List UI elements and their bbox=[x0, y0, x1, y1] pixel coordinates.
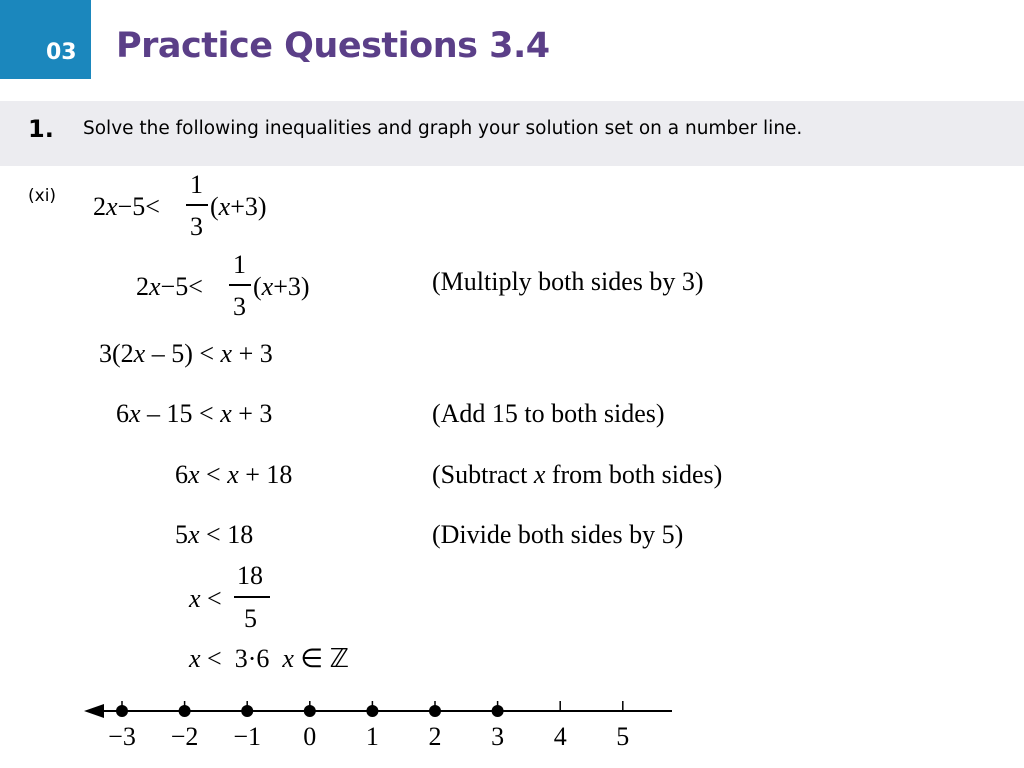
step-2-lhs: 2x−5< bbox=[136, 272, 203, 301]
number-line-tick-label: −2 bbox=[170, 722, 199, 751]
step-6: 5x < 18 bbox=[175, 520, 254, 549]
number-line-tick-label: −1 bbox=[233, 722, 262, 751]
number-line-tick-label: 2 bbox=[428, 722, 442, 751]
number-line-tick-label: −3 bbox=[108, 722, 136, 751]
section-number: 03 bbox=[46, 40, 77, 65]
number-line-point bbox=[492, 705, 504, 717]
question-number: 1. bbox=[28, 115, 54, 143]
number-line-tick-label: 0 bbox=[303, 722, 317, 751]
number-line-point bbox=[366, 705, 378, 717]
step-3: 3(2x – 5) < x + 3 bbox=[99, 339, 273, 368]
step-5: 6x < x + 18 bbox=[175, 460, 293, 489]
number-line-tick-label: 1 bbox=[365, 722, 379, 751]
number-line-point bbox=[429, 705, 441, 717]
question-part: (xi) bbox=[28, 186, 57, 206]
step-7-lhs: x < bbox=[189, 584, 222, 613]
number-line-point bbox=[179, 705, 191, 717]
step-6-note: (Divide both sides by 5) bbox=[432, 520, 684, 549]
step-4: 6x – 15 < x + 3 bbox=[116, 399, 273, 428]
number-line-point bbox=[304, 705, 316, 717]
number-line-tick-label: 3 bbox=[491, 722, 505, 751]
question-prompt: Solve the following inequalities and graph your solution set on a number line. bbox=[83, 118, 803, 139]
number-line-point bbox=[116, 705, 128, 717]
step-2-note: (Multiply both sides by 3) bbox=[432, 267, 704, 296]
step-2-fraction: 1 3 bbox=[229, 252, 251, 322]
step-5-note: (Subtract x from both sides) bbox=[432, 460, 723, 489]
step-2-rhs: (x+3) bbox=[253, 272, 310, 301]
step-1-lhs: 2x−5< bbox=[93, 192, 160, 221]
page-title: Practice Questions 3.4 bbox=[116, 26, 550, 66]
number-line-arrow-icon bbox=[84, 704, 104, 718]
number-line-tick-label: 5 bbox=[616, 722, 630, 751]
step-1-rhs: (x+3) bbox=[210, 192, 267, 221]
number-line-point bbox=[241, 705, 253, 717]
number-line-tick-label: 4 bbox=[553, 722, 567, 751]
step-4-note: (Add 15 to both sides) bbox=[432, 399, 665, 428]
step-8: x < 3·6 x ∈ ℤ bbox=[189, 644, 349, 673]
step-1-fraction: 1 3 bbox=[186, 172, 208, 242]
step-7-fraction: 18 5 bbox=[234, 563, 270, 635]
